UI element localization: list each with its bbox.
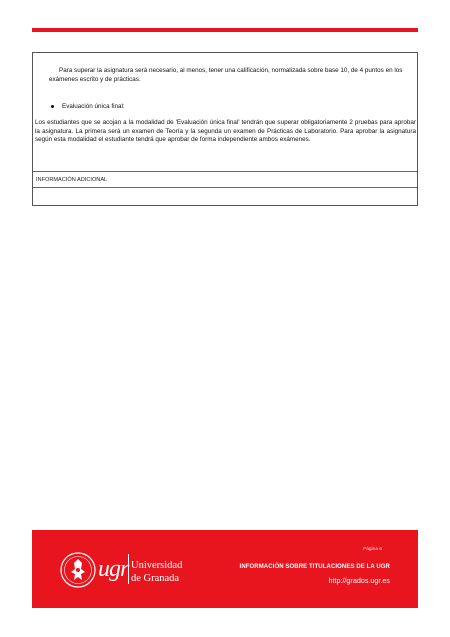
bullet-label: Evaluación única final: <box>62 103 125 110</box>
section-divider-top <box>33 171 417 172</box>
page-number-label: Página 6 <box>363 547 382 552</box>
final-evaluation-paragraph: Los estudiantes que se acojan a la modalidad de 'Evaluación única final' tendrán que superar obligatoriamente 2 pruebas para aprobar la asignatura. La primera será un examen de Teoría y la segunda un examen de Prácticas de Laboratorio. Para aprobar la asignatura según esta modalidad el estudiante tendrá que aprobar de forma independiente ambos exámenes. <box>35 119 416 144</box>
university-name <box>131 559 182 585</box>
top-red-bar <box>32 28 418 32</box>
pass-requirement-paragraph: Para superar la asignatura será necesario, al menos, tener una calificación, normalizada sobre base 10, de 4 puntos en los exámenes escrito y de prácticas. <box>49 67 403 83</box>
university-name-line-1: Universidad <box>131 560 183 571</box>
ugr-logo-text: ugr <box>98 556 129 582</box>
university-crest-icon <box>60 550 96 590</box>
bullet-icon <box>51 105 54 108</box>
page-footer <box>32 530 418 608</box>
bullet-item-final-evaluation <box>51 102 125 111</box>
university-name-line-2: de Granada <box>131 573 180 584</box>
footer-heading: INFORMACIÓN SOBRE TITULACIONES DE LA UGR <box>239 564 390 570</box>
footer-url-link[interactable]: http://grados.ugr.es <box>328 576 390 585</box>
additional-info-label: INFORMACIÓN ADICIONAL <box>36 177 108 183</box>
section-divider-bottom <box>33 187 417 188</box>
logo-separator <box>128 554 129 584</box>
evaluation-content-box <box>32 52 418 206</box>
